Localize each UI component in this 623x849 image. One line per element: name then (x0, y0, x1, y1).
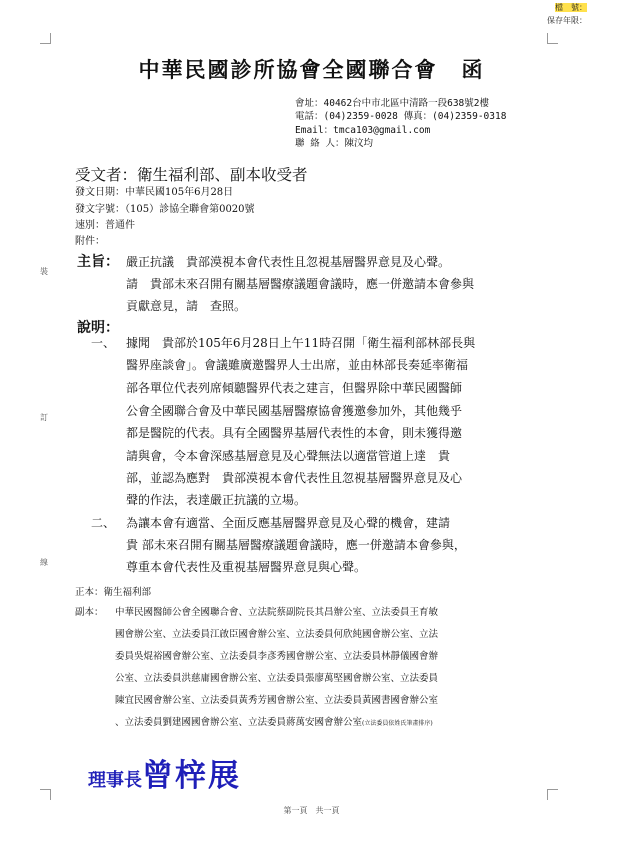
item-number: 一、 (91, 336, 116, 350)
contact-phone-fax: 電話：(04)2359-0028 傳真：(04)2359-0318 (295, 111, 507, 122)
contact-email: Email：tmca103@gmail.com (295, 125, 431, 136)
copy-line-text: 、立法委員劉建國國會辦公室、立法委員蔣萬安國會辦公室 (115, 717, 363, 728)
binding-mark: 線 (40, 558, 48, 567)
item-line: 貴 部未來召開有關基層醫療議題會議時，應一併邀請本會參與， (126, 538, 466, 552)
item-line: 公會全國聯合會及中華民國基層醫療協會獲邀參加外，其他幾乎 (126, 404, 463, 418)
letter-title (0, 54, 623, 84)
corner-crop-mark (40, 789, 51, 800)
binding-mark: 訂 (40, 413, 48, 422)
item-line: 醫界座談會」。會議雖廣邀醫界人士出席，並由林部長奏延率衛福 (126, 358, 469, 372)
corner-crop-mark (40, 33, 51, 44)
copy-line: 公室、立法委員洪慈庸國會辦公室、立法委員張廖萬堅國會辦公室、立法委員 (115, 673, 439, 684)
page-footer: 第一頁 共一頁 (283, 806, 340, 815)
attachment: 附件： (75, 236, 105, 247)
contact-address: 會址：40462台中市北區中清路一段638號2樓 (295, 98, 489, 109)
copy-line: 委員吳焜裕國會辦公室、立法委員李彥秀國會辦公室、立法委員林靜儀國會辦 (115, 651, 439, 662)
subject-label: 主旨： (77, 254, 119, 270)
copy-line: 中華民國醫師公會全國聯合會、立法院蔡副院長其昌辦公室、立法委員王育敏 (115, 607, 439, 618)
item-line: 部各單位代表列席傾聽醫界代表之建言，但醫界除中華民國醫師 (126, 381, 463, 395)
main-recipient (75, 583, 151, 603)
subject-line: 請 貴部未來召開有關基層醫療議題會議時，應一併邀請本會參與 (126, 277, 475, 291)
item-line: 聲的作法，表達嚴正抗議的立場。 (126, 493, 307, 507)
item-number: 二、 (91, 516, 116, 530)
signature-name: 曾梓展 (142, 758, 241, 794)
item-line: 據聞 貴部於105年6月28日上午11時召開「衛生福利部林部長與 (126, 336, 476, 350)
copy-line (115, 713, 433, 734)
binding-mark: 裝 (40, 267, 48, 276)
copy-note: (立法委員依姓氏筆畫排序) (362, 720, 433, 727)
item-line: 部，並認為應對 貴部漠視本會代表性且忽視基層醫界意見及心 (126, 471, 463, 485)
corner-crop-mark (547, 33, 558, 44)
main-recipient-label: 正本： (75, 587, 104, 598)
org-name: 中華民國診所協會全國聯合會 (138, 57, 438, 82)
subject-line: 貢獻意見，請 查照。 (126, 299, 247, 313)
doc-kind: 函 (461, 57, 485, 82)
corner-crop-mark (547, 789, 558, 800)
main-recipient-value: 衛生福利部 (103, 587, 152, 598)
copy-label: 副本： (75, 607, 104, 618)
retention-label: 保存年限： (547, 16, 587, 25)
copy-line: 陳宜民國會辦公室、立法委員黃秀芳國會辦公室、立法委員黃國書國會辦公室 (115, 695, 439, 706)
issue-date: 發文日期：中華民國105年6月28日 (75, 187, 234, 198)
delivery-speed: 速別：普通件 (75, 220, 135, 231)
copy-line: 國會辦公室、立法委員江啟臣國會辦公室、立法委員何欣純國會辦公室、立法 (115, 629, 439, 640)
signature-role: 理事長 (88, 770, 142, 791)
signature (88, 750, 241, 795)
contact-person: 聯 絡 人：陳汶均 (295, 138, 373, 149)
doc-number-label: 檔 號： (555, 3, 587, 12)
explanation-label: 說明： (77, 320, 119, 336)
subject-line: 嚴正抗議 貴部漠視本會代表性且忽視基層醫界意見及心聲。 (126, 255, 451, 269)
item-line: 為讓本會有適當、全面反應基層醫界意見及心聲的機會，建請 (126, 516, 451, 530)
item-line: 都是醫院的代表。具有全國醫界基層代表性的本會，則未獲得邀 (126, 426, 463, 440)
recipient: 受文者：衛生福利部、副本收受者 (75, 166, 308, 184)
item-line: 尊重本會代表性及重視基層醫界意見與心聲。 (126, 560, 367, 574)
item-line: 請與會，令本會深感基層意見及心聲無法以適當管道上達 貴 (126, 449, 451, 463)
issue-number: 發文字號：（105）診協全聯會第0020號 (75, 204, 255, 215)
